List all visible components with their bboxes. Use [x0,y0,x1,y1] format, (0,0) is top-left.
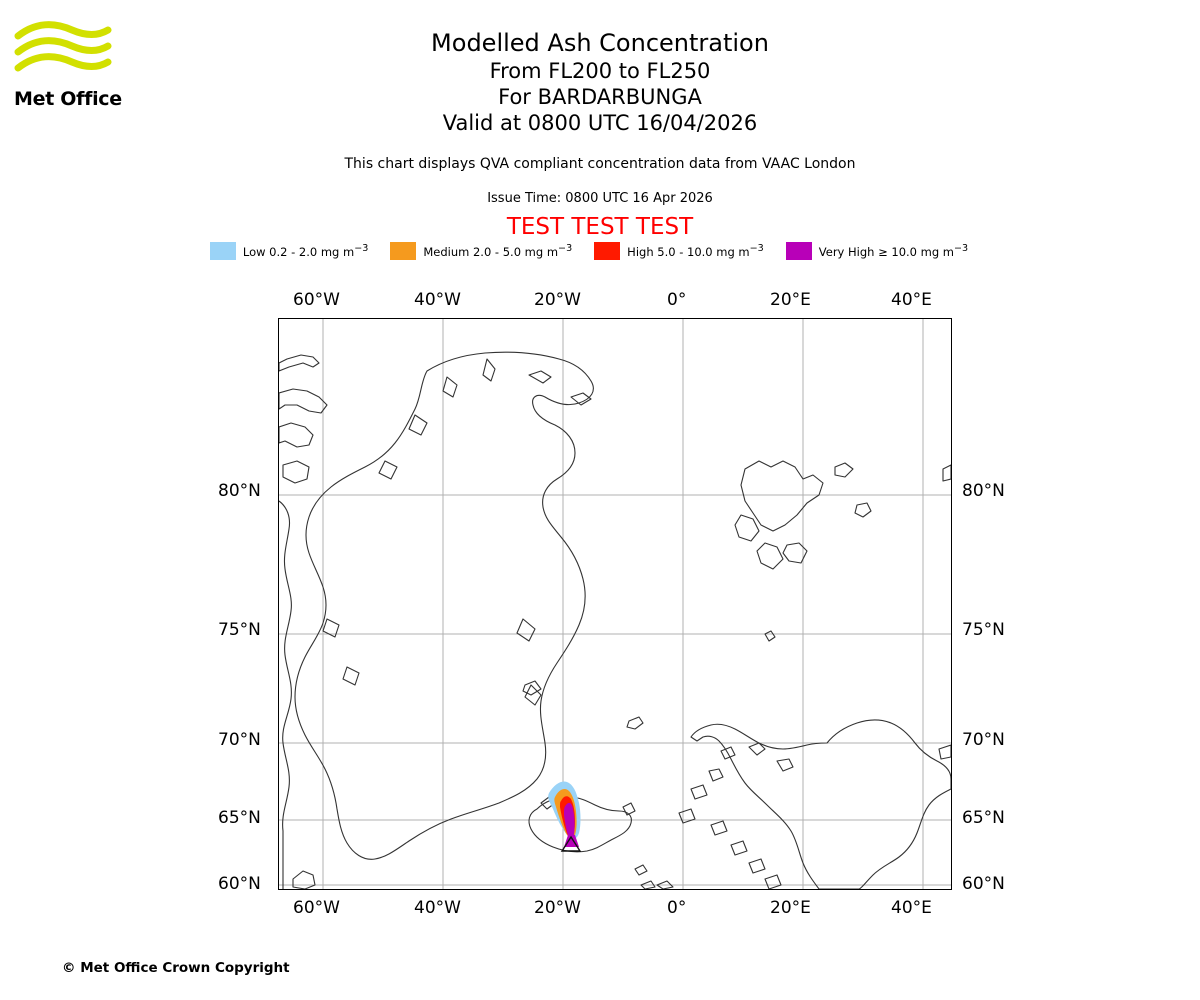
x-tick-top-40e: 40°E [891,290,932,310]
y-tick-right-70n: 70°N [962,730,1005,750]
x-tick-bottom-60w: 60°W [293,898,340,918]
ash-plume [548,781,580,851]
concentration-legend [0,242,1200,260]
y-tick-left-70n: 70°N [218,730,261,750]
test-banner: TEST TEST TEST [506,214,694,240]
x-tick-top-20w: 20°W [534,290,581,310]
x-tick-top-60w: 60°W [293,290,340,310]
title-valid-time: Valid at 0800 UTC 16/04/2026 [442,111,758,135]
met-office-wordmark: Met Office [14,88,122,110]
x-tick-bottom-20e: 20°E [770,898,811,918]
legend-item-high [594,242,764,260]
legend-item-low [210,242,368,260]
legend-label-medium: Medium 2.0 - 5.0 mg $m^{-3}$ [423,243,573,259]
legend-label-low: Low 0.2 - 2.0 mg $m^{-3}$ [242,243,369,259]
x-tick-top-0: 0° [667,290,687,310]
y-tick-left-80n: 80°N [218,481,261,501]
map-svg [279,319,951,889]
title-flight-levels: From FL200 to FL250 [489,59,711,83]
legend-label-very-high: Very High ≥ 10.0 mg $m^{-3}$ [818,243,969,259]
y-tick-right-65n: 65°N [962,808,1005,828]
title-volcano: For BARDARBUNGA [498,85,702,109]
chart-title-block [0,28,1200,136]
x-tick-bottom-40w: 40°W [414,898,461,918]
y-tick-right-60n: 60°N [962,874,1005,894]
y-tick-left-60n: 60°N [218,874,261,894]
legend-item-medium [390,242,572,260]
map-canvas [278,318,952,890]
y-tick-left-65n: 65°N [218,808,261,828]
legend-label-high: High 5.0 - 10.0 mg $m^{-3}$ [627,243,764,259]
legend-swatch-medium [390,242,416,260]
graticule [279,319,951,889]
x-tick-top-40w: 40°W [414,290,461,310]
legend-swatch-very-high [786,242,812,260]
coastlines [279,352,951,889]
y-tick-right-75n: 75°N [962,620,1005,640]
x-tick-bottom-20w: 20°W [534,898,581,918]
y-tick-right-80n: 80°N [962,481,1005,501]
y-tick-left-75n: 75°N [218,620,261,640]
legend-item-very-high [786,242,968,260]
legend-swatch-low [210,242,236,260]
x-tick-top-20e: 20°E [770,290,811,310]
x-tick-bottom-0: 0° [667,898,687,918]
page-title: Modelled Ash Concentration [431,29,769,57]
x-tick-bottom-40e: 40°E [891,898,932,918]
legend-swatch-high [594,242,620,260]
issue-time: Issue Time: 0800 UTC 16 Apr 2026 [487,191,713,206]
map-plot [218,290,1005,918]
qva-note: This chart displays QVA compliant concentration data from VAAC London [344,156,856,172]
copyright-notice: © Met Office Crown Copyright [62,960,290,976]
